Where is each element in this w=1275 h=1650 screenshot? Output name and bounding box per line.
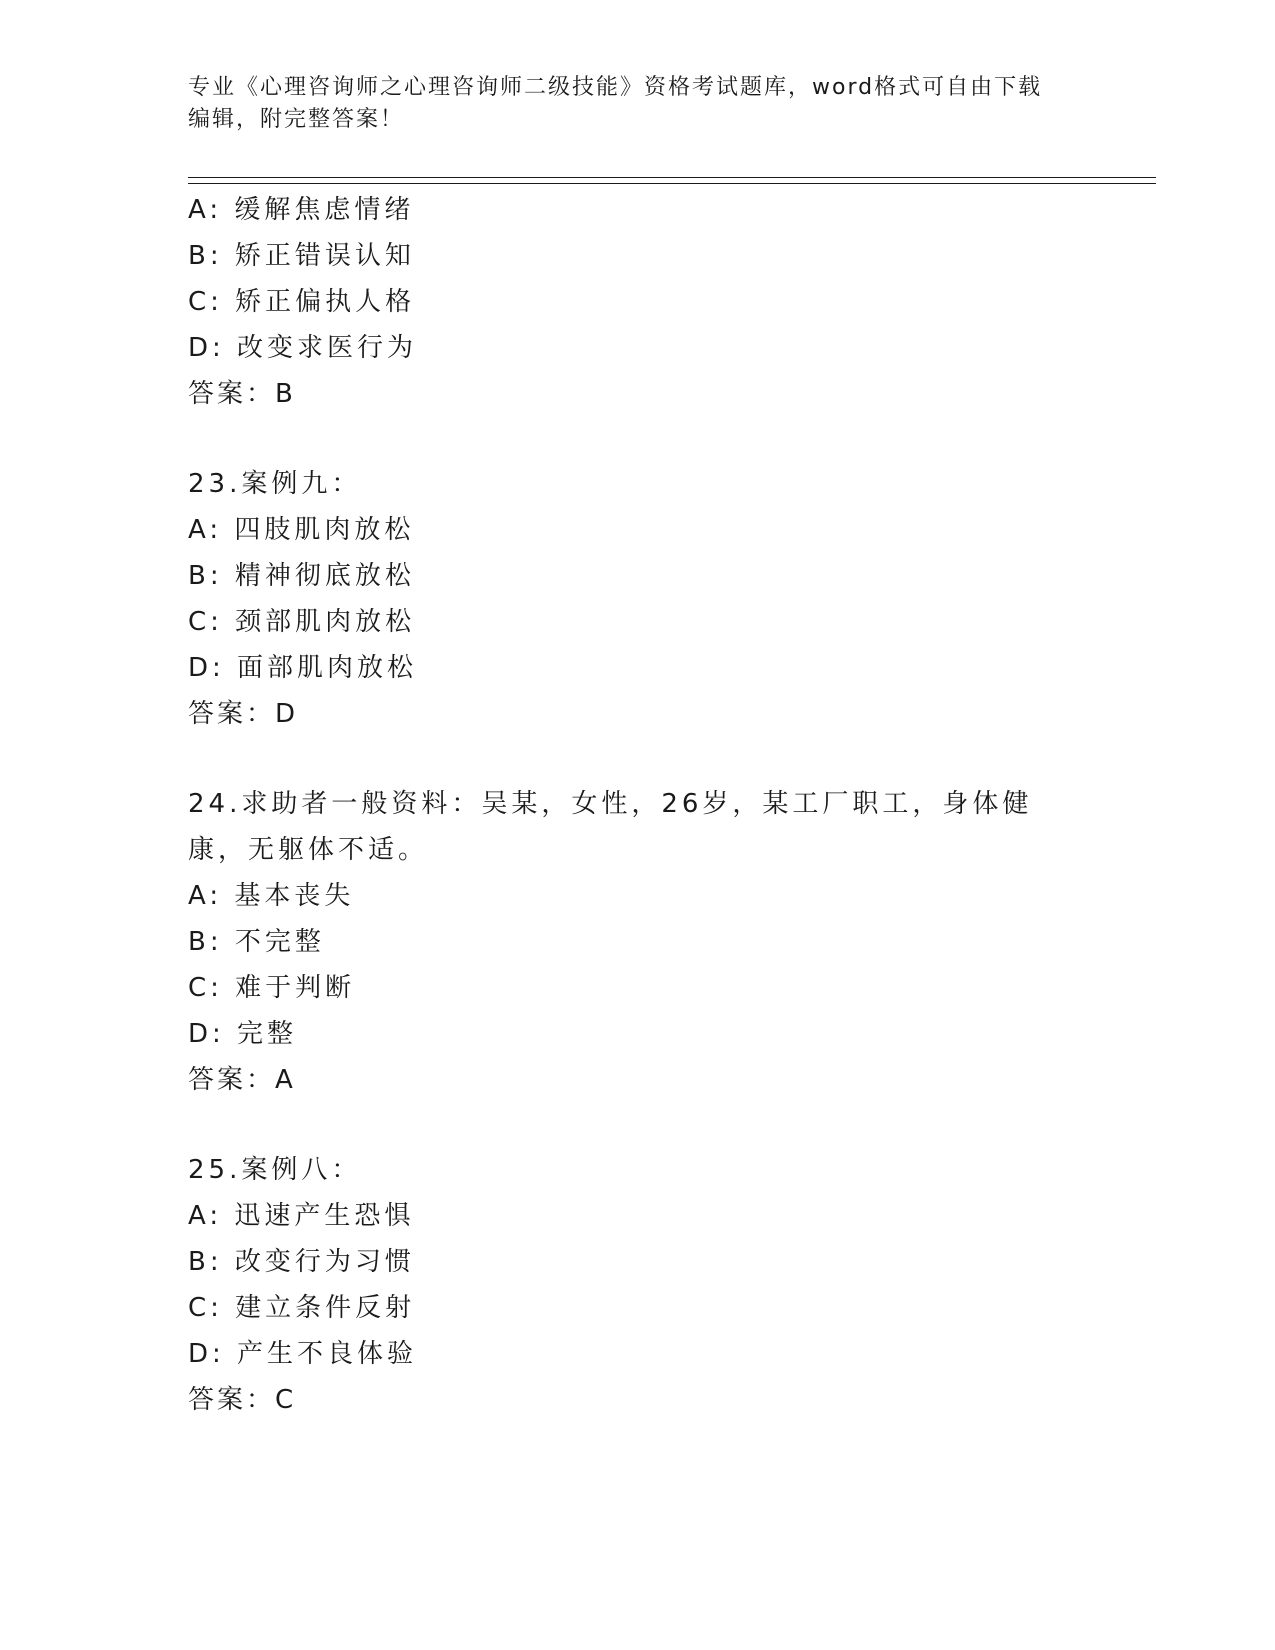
- question-block: [188, 461, 1088, 737]
- answer-line: 答案：D: [188, 699, 299, 729]
- option-c: C: 矫正偏执人格: [188, 287, 416, 317]
- option-d: D: 完整: [188, 1019, 298, 1049]
- question-text: 23.案例九：: [188, 469, 362, 499]
- option-b: B: 矫正错误认知: [188, 241, 415, 271]
- answer-line: 答案：B: [188, 379, 296, 409]
- header-line-1: 专业《心理咨询师之心理咨询师二级技能》资格考试题库，word格式可自由下载: [188, 75, 1043, 100]
- header-divider: [188, 177, 1156, 184]
- option-d: D: 面部肌肉放松: [188, 653, 418, 683]
- option-b: B: 精神彻底放松: [188, 561, 415, 591]
- option-c: C: 建立条件反射: [188, 1293, 416, 1323]
- option-c: C: 难于判断: [188, 973, 356, 1003]
- question-block: [188, 781, 1088, 1103]
- question-list: [188, 187, 1088, 1423]
- option-a: A: 基本丧失: [188, 881, 355, 911]
- option-b: B: 改变行为习惯: [188, 1247, 415, 1277]
- question-text: 25.案例八：: [188, 1155, 362, 1185]
- option-a: A: 缓解焦虑情绪: [188, 195, 415, 225]
- question-block: [188, 187, 1088, 417]
- option-d: D: 改变求医行为: [188, 333, 418, 363]
- question-text: 24.求助者一般资料：吴某，女性，26岁，某工厂职工，身体健康，无躯体不适。: [188, 789, 1033, 865]
- option-b: B: 不完整: [188, 927, 325, 957]
- answer-line: 答案：C: [188, 1385, 297, 1415]
- question-block: [188, 1147, 1088, 1423]
- answer-line: 答案：A: [188, 1065, 296, 1095]
- option-d: D: 产生不良体验: [188, 1339, 418, 1369]
- option-a: A: 迅速产生恐惧: [188, 1201, 415, 1231]
- option-a: A: 四肢肌肉放松: [188, 515, 415, 545]
- option-c: C: 颈部肌肉放松: [188, 607, 416, 637]
- document-header: [188, 72, 1068, 136]
- header-line-2: 编辑，附完整答案！: [188, 107, 405, 132]
